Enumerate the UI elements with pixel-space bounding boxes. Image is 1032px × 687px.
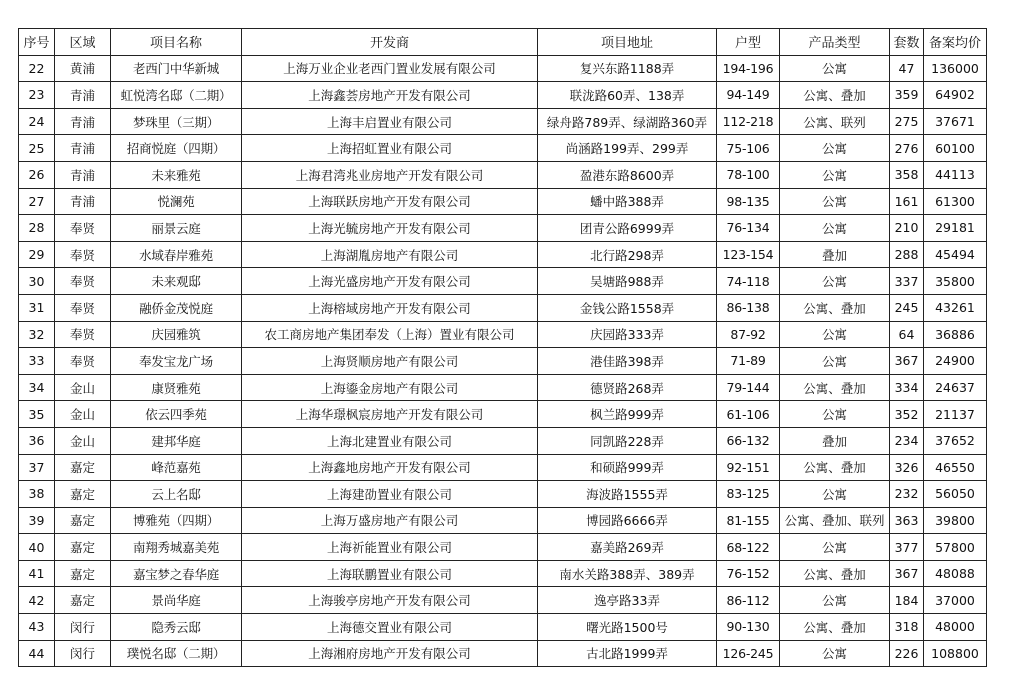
cell-developer: 上海联跃房地产开发有限公司 — [242, 188, 538, 215]
table-header-row — [19, 29, 987, 56]
cell-avg-price: 39800 — [924, 507, 987, 534]
cell-avg-price: 108800 — [924, 640, 987, 667]
cell-project-name: 奉发宝龙广场 — [111, 348, 242, 375]
cell-address: 北行路298弄 — [538, 241, 717, 268]
cell-district: 奉贤 — [55, 321, 111, 348]
cell-project-name: 丽景云庭 — [111, 215, 242, 242]
cell-product-type: 公寓、叠加 — [780, 560, 890, 587]
cell-address: 和硕路999弄 — [538, 454, 717, 481]
cell-avg-price: 45494 — [924, 241, 987, 268]
cell-district: 奉贤 — [55, 215, 111, 242]
table-row — [19, 294, 987, 321]
cell-developer: 上海鑫地房地产开发有限公司 — [242, 454, 538, 481]
cell-unit-size: 98-135 — [717, 188, 780, 215]
table-row — [19, 321, 987, 348]
cell-avg-price: 46550 — [924, 454, 987, 481]
cell-product-type: 公寓、叠加 — [780, 374, 890, 401]
cell-index: 26 — [19, 161, 55, 188]
cell-unit-size: 79-144 — [717, 374, 780, 401]
cell-product-type: 公寓、叠加 — [780, 294, 890, 321]
cell-avg-price: 57800 — [924, 534, 987, 561]
cell-address: 同凯路228弄 — [538, 427, 717, 454]
cell-unit-size: 123-154 — [717, 241, 780, 268]
cell-units: 367 — [890, 348, 924, 375]
header-avg-price: 备案均价 — [924, 29, 987, 56]
cell-units: 184 — [890, 587, 924, 614]
cell-district: 青浦 — [55, 135, 111, 162]
cell-district: 嘉定 — [55, 454, 111, 481]
cell-index: 31 — [19, 294, 55, 321]
cell-address: 曙光路1500号 — [538, 614, 717, 641]
cell-product-type: 公寓 — [780, 268, 890, 295]
cell-product-type: 公寓 — [780, 135, 890, 162]
cell-project-name: 梦珠里（三期） — [111, 108, 242, 135]
cell-unit-size: 74-118 — [717, 268, 780, 295]
cell-project-name: 融侨金茂悦庭 — [111, 294, 242, 321]
cell-project-name: 建邦华庭 — [111, 427, 242, 454]
cell-units: 358 — [890, 161, 924, 188]
table-row — [19, 374, 987, 401]
table-row — [19, 348, 987, 375]
cell-address: 尚涵路199弄、299弄 — [538, 135, 717, 162]
cell-developer: 上海北建置业有限公司 — [242, 427, 538, 454]
cell-avg-price: 43261 — [924, 294, 987, 321]
cell-unit-size: 194-196 — [717, 55, 780, 82]
cell-product-type: 叠加 — [780, 427, 890, 454]
cell-avg-price: 64902 — [924, 82, 987, 109]
cell-avg-price: 136000 — [924, 55, 987, 82]
cell-project-name: 峰范嘉苑 — [111, 454, 242, 481]
cell-units: 288 — [890, 241, 924, 268]
cell-project-name: 博雅苑（四期） — [111, 507, 242, 534]
cell-product-type: 公寓 — [780, 481, 890, 508]
table-row — [19, 188, 987, 215]
cell-avg-price: 48088 — [924, 560, 987, 587]
cell-developer: 上海万盛房地产有限公司 — [242, 507, 538, 534]
cell-developer: 上海丰启置业有限公司 — [242, 108, 538, 135]
cell-index: 28 — [19, 215, 55, 242]
cell-index: 34 — [19, 374, 55, 401]
header-product-type: 产品类型 — [780, 29, 890, 56]
header-unit-size: 户型 — [717, 29, 780, 56]
cell-index: 36 — [19, 427, 55, 454]
table-row — [19, 401, 987, 428]
cell-index: 27 — [19, 188, 55, 215]
cell-avg-price: 56050 — [924, 481, 987, 508]
cell-index: 33 — [19, 348, 55, 375]
cell-avg-price: 24900 — [924, 348, 987, 375]
cell-unit-size: 71-89 — [717, 348, 780, 375]
table-row — [19, 55, 987, 82]
cell-project-name: 老西门中华新城 — [111, 55, 242, 82]
table-row — [19, 640, 987, 667]
cell-unit-size: 86-138 — [717, 294, 780, 321]
cell-avg-price: 24637 — [924, 374, 987, 401]
header-project-name: 项目名称 — [111, 29, 242, 56]
cell-units: 226 — [890, 640, 924, 667]
cell-unit-size: 68-122 — [717, 534, 780, 561]
cell-district: 嘉定 — [55, 507, 111, 534]
cell-developer: 上海鑫荟房地产开发有限公司 — [242, 82, 538, 109]
cell-product-type: 公寓、叠加 — [780, 82, 890, 109]
cell-address: 复兴东路1188弄 — [538, 55, 717, 82]
cell-address: 庆园路333弄 — [538, 321, 717, 348]
cell-unit-size: 90-130 — [717, 614, 780, 641]
cell-product-type: 公寓 — [780, 348, 890, 375]
cell-project-name: 景尚华庭 — [111, 587, 242, 614]
cell-district: 金山 — [55, 427, 111, 454]
cell-address: 蟠中路388弄 — [538, 188, 717, 215]
table-row — [19, 454, 987, 481]
document-page — [18, 28, 987, 667]
cell-project-name: 未来雅苑 — [111, 161, 242, 188]
table-row — [19, 427, 987, 454]
cell-developer: 上海祈能置业有限公司 — [242, 534, 538, 561]
cell-developer: 上海招虹置业有限公司 — [242, 135, 538, 162]
cell-index: 38 — [19, 481, 55, 508]
cell-units: 47 — [890, 55, 924, 82]
table-row — [19, 241, 987, 268]
cell-project-name: 未来观邸 — [111, 268, 242, 295]
cell-units: 275 — [890, 108, 924, 135]
cell-developer: 上海建劭置业有限公司 — [242, 481, 538, 508]
cell-index: 39 — [19, 507, 55, 534]
cell-product-type: 公寓、叠加 — [780, 454, 890, 481]
cell-district: 嘉定 — [55, 587, 111, 614]
cell-index: 40 — [19, 534, 55, 561]
cell-avg-price: 60100 — [924, 135, 987, 162]
cell-avg-price: 21137 — [924, 401, 987, 428]
cell-project-name: 招商悦庭（四期） — [111, 135, 242, 162]
cell-project-name: 康贤雅苑 — [111, 374, 242, 401]
cell-avg-price: 37671 — [924, 108, 987, 135]
cell-project-name: 嘉宝梦之春华庭 — [111, 560, 242, 587]
table-row — [19, 587, 987, 614]
cell-index: 44 — [19, 640, 55, 667]
cell-product-type: 公寓 — [780, 640, 890, 667]
cell-index: 30 — [19, 268, 55, 295]
cell-avg-price: 29181 — [924, 215, 987, 242]
header-district: 区域 — [55, 29, 111, 56]
cell-index: 43 — [19, 614, 55, 641]
cell-district: 青浦 — [55, 161, 111, 188]
cell-developer: 上海华璟枫宸房地产开发有限公司 — [242, 401, 538, 428]
cell-avg-price: 36886 — [924, 321, 987, 348]
cell-avg-price: 61300 — [924, 188, 987, 215]
cell-units: 359 — [890, 82, 924, 109]
cell-developer: 上海骏亭房地产开发有限公司 — [242, 587, 538, 614]
cell-address: 德贤路268弄 — [538, 374, 717, 401]
cell-unit-size: 78-100 — [717, 161, 780, 188]
cell-units: 367 — [890, 560, 924, 587]
cell-product-type: 叠加 — [780, 241, 890, 268]
cell-unit-size: 61-106 — [717, 401, 780, 428]
cell-units: 161 — [890, 188, 924, 215]
cell-units: 352 — [890, 401, 924, 428]
cell-address: 南水关路388弄、389弄 — [538, 560, 717, 587]
cell-district: 金山 — [55, 374, 111, 401]
header-index: 序号 — [19, 29, 55, 56]
cell-avg-price: 37000 — [924, 587, 987, 614]
cell-developer: 上海湖胤房地产有限公司 — [242, 241, 538, 268]
cell-district: 青浦 — [55, 82, 111, 109]
cell-product-type: 公寓、联列 — [780, 108, 890, 135]
cell-address: 吴塘路988弄 — [538, 268, 717, 295]
cell-project-name: 依云四季苑 — [111, 401, 242, 428]
table-row — [19, 560, 987, 587]
table-row — [19, 108, 987, 135]
cell-address: 金钱公路1558弄 — [538, 294, 717, 321]
cell-developer: 上海光盛房地产开发有限公司 — [242, 268, 538, 295]
cell-address: 枫兰路999弄 — [538, 401, 717, 428]
cell-avg-price: 44113 — [924, 161, 987, 188]
cell-project-name: 璞悦名邸（二期） — [111, 640, 242, 667]
cell-district: 奉贤 — [55, 241, 111, 268]
table-row — [19, 507, 987, 534]
cell-unit-size: 86-112 — [717, 587, 780, 614]
cell-unit-size: 92-151 — [717, 454, 780, 481]
table-row — [19, 268, 987, 295]
cell-units: 326 — [890, 454, 924, 481]
cell-district: 青浦 — [55, 188, 111, 215]
table-row — [19, 534, 987, 561]
cell-district: 奉贤 — [55, 348, 111, 375]
cell-unit-size: 83-125 — [717, 481, 780, 508]
cell-units: 276 — [890, 135, 924, 162]
cell-project-name: 虹悦湾名邸（二期） — [111, 82, 242, 109]
cell-developer: 上海光毓房地产开发有限公司 — [242, 215, 538, 242]
cell-unit-size: 112-218 — [717, 108, 780, 135]
cell-units: 318 — [890, 614, 924, 641]
cell-unit-size: 75-106 — [717, 135, 780, 162]
cell-address: 联泷路60弄、138弄 — [538, 82, 717, 109]
cell-product-type: 公寓 — [780, 534, 890, 561]
cell-product-type: 公寓、叠加、联列 — [780, 507, 890, 534]
cell-address: 港佳路398弄 — [538, 348, 717, 375]
cell-product-type: 公寓 — [780, 188, 890, 215]
cell-avg-price: 35800 — [924, 268, 987, 295]
table-row — [19, 135, 987, 162]
cell-address: 逸亭路33弄 — [538, 587, 717, 614]
table-row — [19, 614, 987, 641]
cell-product-type: 公寓 — [780, 215, 890, 242]
cell-district: 嘉定 — [55, 560, 111, 587]
cell-index: 35 — [19, 401, 55, 428]
cell-district: 闵行 — [55, 640, 111, 667]
cell-units: 377 — [890, 534, 924, 561]
cell-product-type: 公寓 — [780, 587, 890, 614]
cell-district: 金山 — [55, 401, 111, 428]
cell-unit-size: 87-92 — [717, 321, 780, 348]
cell-address: 嘉美路269弄 — [538, 534, 717, 561]
cell-index: 29 — [19, 241, 55, 268]
cell-developer: 上海君湾兆业房地产开发有限公司 — [242, 161, 538, 188]
cell-address: 海波路1555弄 — [538, 481, 717, 508]
header-developer: 开发商 — [242, 29, 538, 56]
cell-district: 黄浦 — [55, 55, 111, 82]
cell-district: 闵行 — [55, 614, 111, 641]
cell-developer: 上海德交置业有限公司 — [242, 614, 538, 641]
cell-project-name: 悦澜苑 — [111, 188, 242, 215]
table-row — [19, 215, 987, 242]
cell-unit-size: 94-149 — [717, 82, 780, 109]
cell-units: 363 — [890, 507, 924, 534]
cell-project-name: 南翔秀城嘉美苑 — [111, 534, 242, 561]
cell-address: 博园路6666弄 — [538, 507, 717, 534]
cell-units: 334 — [890, 374, 924, 401]
cell-district: 嘉定 — [55, 534, 111, 561]
cell-product-type: 公寓 — [780, 401, 890, 428]
cell-units: 245 — [890, 294, 924, 321]
cell-address: 古北路1999弄 — [538, 640, 717, 667]
header-units: 套数 — [890, 29, 924, 56]
cell-avg-price: 48000 — [924, 614, 987, 641]
cell-index: 41 — [19, 560, 55, 587]
cell-index: 24 — [19, 108, 55, 135]
table-row — [19, 82, 987, 109]
cell-district: 青浦 — [55, 108, 111, 135]
cell-index: 37 — [19, 454, 55, 481]
cell-product-type: 公寓 — [780, 321, 890, 348]
cell-project-name: 云上名邸 — [111, 481, 242, 508]
cell-unit-size: 66-132 — [717, 427, 780, 454]
cell-index: 23 — [19, 82, 55, 109]
cell-developer: 上海万业企业老西门置业发展有限公司 — [242, 55, 538, 82]
cell-district: 奉贤 — [55, 268, 111, 295]
table-body — [19, 55, 987, 667]
cell-avg-price: 37652 — [924, 427, 987, 454]
table-row — [19, 161, 987, 188]
cell-unit-size: 126-245 — [717, 640, 780, 667]
cell-unit-size: 76-152 — [717, 560, 780, 587]
cell-developer: 上海榕域房地产开发有限公司 — [242, 294, 538, 321]
cell-developer: 上海鎏金房地产有限公司 — [242, 374, 538, 401]
cell-index: 22 — [19, 55, 55, 82]
cell-project-name: 庆园雅筑 — [111, 321, 242, 348]
cell-units: 337 — [890, 268, 924, 295]
cell-unit-size: 76-134 — [717, 215, 780, 242]
cell-unit-size: 81-155 — [717, 507, 780, 534]
cell-project-name: 水域春岸雅苑 — [111, 241, 242, 268]
cell-product-type: 公寓 — [780, 161, 890, 188]
cell-units: 64 — [890, 321, 924, 348]
project-table — [18, 28, 987, 667]
header-address: 项目地址 — [538, 29, 717, 56]
cell-address: 绿舟路789弄、绿湖路360弄 — [538, 108, 717, 135]
cell-address: 团青公路6999弄 — [538, 215, 717, 242]
cell-project-name: 隐秀云邸 — [111, 614, 242, 641]
cell-district: 嘉定 — [55, 481, 111, 508]
cell-units: 210 — [890, 215, 924, 242]
table-row — [19, 481, 987, 508]
cell-product-type: 公寓、叠加 — [780, 614, 890, 641]
cell-index: 42 — [19, 587, 55, 614]
cell-product-type: 公寓 — [780, 55, 890, 82]
cell-address: 盈港东路8600弄 — [538, 161, 717, 188]
cell-district: 奉贤 — [55, 294, 111, 321]
cell-units: 234 — [890, 427, 924, 454]
cell-index: 25 — [19, 135, 55, 162]
cell-developer: 农工商房地产集团奉发（上海）置业有限公司 — [242, 321, 538, 348]
cell-units: 232 — [890, 481, 924, 508]
cell-developer: 上海湘府房地产开发有限公司 — [242, 640, 538, 667]
cell-developer: 上海贤顺房地产有限公司 — [242, 348, 538, 375]
cell-index: 32 — [19, 321, 55, 348]
cell-developer: 上海联鹏置业有限公司 — [242, 560, 538, 587]
